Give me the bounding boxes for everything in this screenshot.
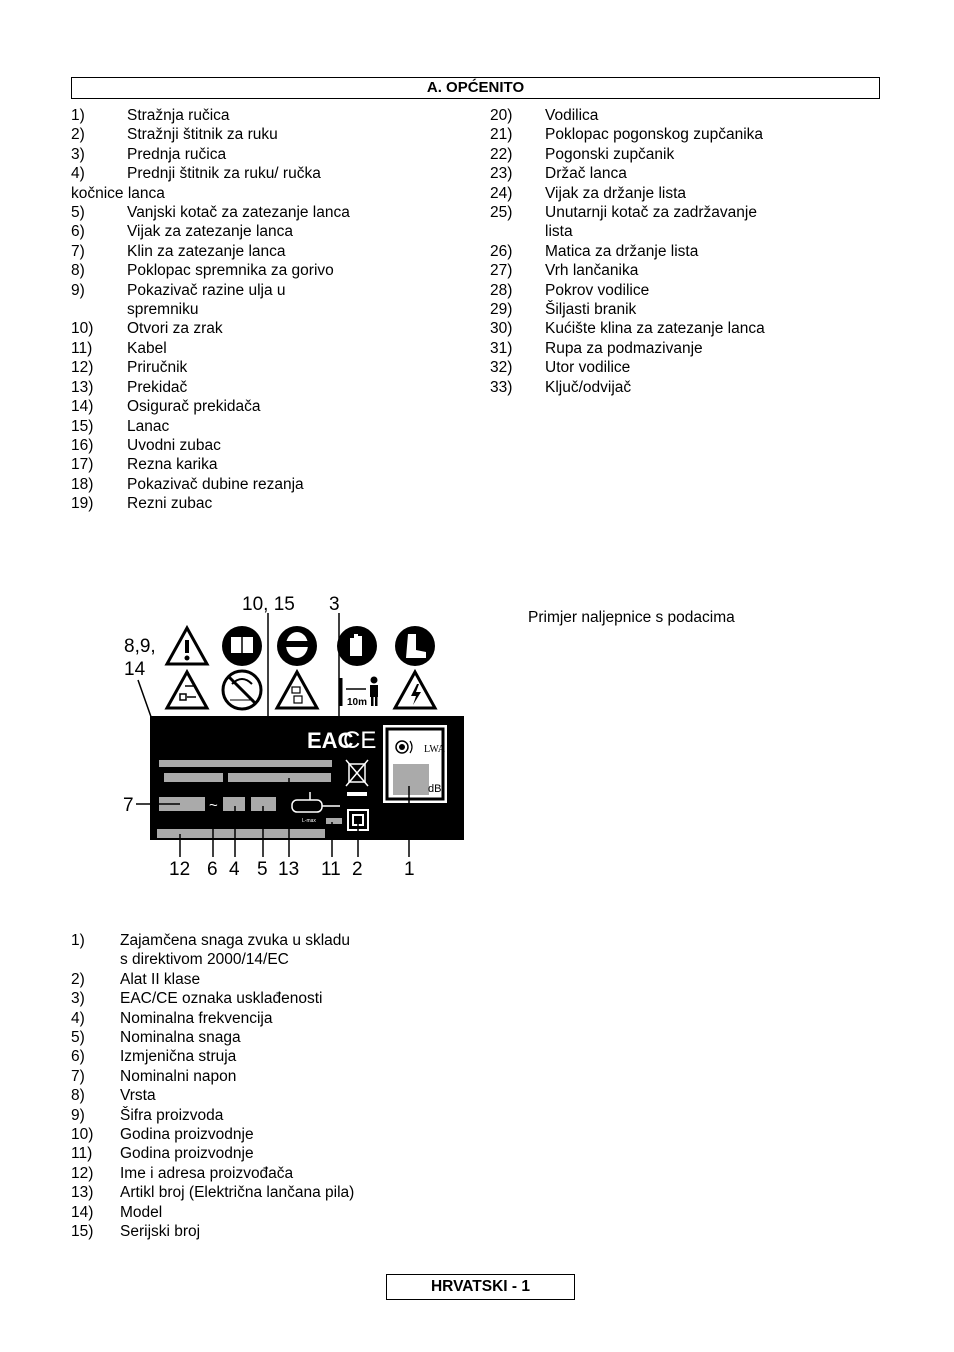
list-item-number: 11) (71, 339, 93, 357)
parts-list-right (490, 106, 870, 397)
list-item-text: Vijak za držanje lista (545, 184, 687, 202)
list-item (71, 417, 481, 436)
field-bar-manufacturer (157, 829, 325, 838)
field-bar-serial (159, 760, 332, 767)
list-item-text: Serijski broj (120, 1223, 201, 1241)
list-item-number: 18) (71, 475, 94, 493)
list-item-text: Vijak za zatezanje lanca (127, 223, 294, 241)
list-item-text: Model (120, 1203, 163, 1221)
callout-4: 4 (229, 859, 240, 880)
list-item-text: Vrh lančanika (545, 262, 639, 280)
list-item-number: 24) (490, 184, 513, 202)
list-item-text: Osigurač prekidača (127, 398, 261, 416)
list-item-number: 14) (71, 398, 94, 416)
list-item-text: Pogonski zupčanik (545, 145, 675, 163)
callout-6: 6 (207, 859, 218, 880)
list-item-number: 28) (490, 281, 513, 299)
list-item-number: 29) (490, 301, 513, 319)
rating-label-diagram (110, 585, 480, 885)
list-item (71, 970, 491, 989)
list-item (71, 1106, 491, 1125)
list-item-text: Poklopac pogonskog zupčanika (545, 126, 764, 144)
list-item-text: Uvodni zubac (127, 436, 221, 454)
list-item-number: 25) (490, 204, 513, 222)
list-item-text: Stražnja ručica (127, 107, 230, 124)
svg-text:CE: CE (343, 727, 377, 754)
list-item (490, 106, 870, 125)
list-item-number: 11) (71, 1145, 93, 1163)
list-item-number: 22) (490, 145, 513, 163)
list-item-number: 6) (71, 1048, 85, 1066)
list-item (71, 378, 481, 397)
list-item-continuation: lista (545, 223, 573, 241)
list-item-number: 6) (71, 223, 85, 241)
eye-ear-protection-icon (277, 626, 317, 666)
tilde-symbol: ~ (209, 797, 218, 814)
list-item (71, 106, 481, 125)
list-item-text: Utor vodilice (545, 359, 631, 377)
svg-text:EAC: EAC (307, 728, 354, 753)
list-item-text: Držač lanca (545, 165, 627, 183)
list-item-text: Priručnik (127, 359, 188, 377)
list-item (71, 261, 481, 280)
list-item-text: Vrsta (120, 1087, 156, 1105)
list-item-continuation: kočnice lanca (71, 184, 165, 202)
sound-power-box (382, 724, 448, 804)
list-item-text: Šiljasti branik (545, 301, 637, 319)
list-item-text: Zajamčena snaga zvuka u skladu (120, 932, 351, 949)
list-item-number: 8) (71, 262, 85, 280)
list-item-text: Nominalna frekvencija (120, 1009, 273, 1027)
list-item-number: 31) (490, 339, 513, 357)
list-item-text: Vanjski kotač za zatezanje lanca (127, 204, 350, 222)
list-item-text: Nominalna snaga (120, 1029, 241, 1047)
list-item-text: Šifra proizvoda (120, 1106, 224, 1124)
callout-14: 14 (124, 659, 146, 680)
svg-text:10m: 10m (347, 697, 368, 708)
list-item-number: 32) (490, 359, 513, 377)
list-item (490, 261, 870, 280)
callout-3: 3 (329, 594, 340, 615)
parts-list-left (71, 106, 481, 514)
list-item-text: Stražnji štitnik za ruku (127, 126, 278, 144)
read-manual-icon (222, 626, 262, 666)
list-item-number: 4) (71, 1009, 85, 1027)
list-item (71, 242, 481, 261)
list-item-number: 1) (71, 107, 85, 124)
list-item-text: Rezni zubac (127, 495, 213, 513)
list-item (490, 300, 870, 319)
list-item (490, 242, 870, 261)
list-item (71, 319, 481, 338)
list-item (71, 358, 481, 377)
list-item (71, 1222, 491, 1241)
list-item-number: 23) (490, 165, 513, 183)
list-item-text: Rezna karika (127, 456, 218, 474)
list-item (71, 475, 481, 494)
list-item (71, 1203, 491, 1222)
list-item-number: 27) (490, 262, 513, 280)
list-item (71, 222, 481, 241)
list-item-text: Poklopac spremnika za gorivo (127, 262, 334, 280)
list-item (71, 494, 481, 513)
list-item-number: 2) (71, 970, 85, 988)
callout-7: 7 (123, 795, 134, 816)
warning-triangle-icon (167, 628, 207, 664)
list-item (71, 203, 481, 222)
svg-text:LWA: LWA (424, 744, 445, 755)
list-item-text: Ključ/odvijač (545, 378, 632, 396)
list-item (71, 1164, 491, 1183)
list-item-number: 19) (71, 495, 94, 513)
list-item (490, 281, 870, 300)
field-bar-frequency (223, 797, 245, 811)
list-item (490, 339, 870, 358)
list-item-text: Prekidač (127, 378, 188, 396)
list-item (490, 203, 870, 242)
list-item (71, 455, 481, 474)
safety-boots-icon (395, 626, 435, 666)
list-item-number: 12) (71, 1164, 94, 1182)
list-item (71, 1009, 491, 1028)
list-item (490, 378, 870, 397)
list-item-text: Alat II klase (120, 970, 201, 988)
list-item (490, 358, 870, 377)
list-item (71, 1125, 491, 1144)
list-item-number: 30) (490, 320, 513, 338)
gloves-icon (337, 626, 377, 666)
list-item (71, 1028, 491, 1047)
list-item-number: 16) (71, 436, 94, 454)
ce-mark (343, 727, 376, 754)
list-item-number: 7) (71, 1067, 85, 1085)
label-items-list (71, 931, 491, 1242)
list-item-text: Prednja ručica (127, 145, 227, 163)
section-title: A. OPĆENITO (71, 77, 880, 99)
list-item (71, 931, 491, 970)
list-item-number: 7) (71, 242, 85, 260)
list-item-number: 3) (71, 990, 85, 1008)
list-item-number: 9) (71, 281, 85, 299)
list-item-text: EAC/CE oznaka usklađenosti (120, 990, 323, 1008)
callout-5: 5 (257, 859, 268, 880)
list-item (71, 164, 481, 203)
list-item-number: 5) (71, 204, 85, 222)
list-item-number: 13) (71, 378, 94, 396)
list-item-number: 21) (490, 126, 513, 144)
field-bar-type (164, 773, 223, 782)
callout-8-9: 8,9, (124, 636, 156, 657)
list-item (71, 989, 491, 1008)
list-item-text: Pokazivač razine ulja u (127, 281, 286, 299)
list-item-text: Artikl broj (Električna lančana pila) (120, 1184, 355, 1202)
callout-2: 2 (352, 859, 363, 880)
list-item-text: Godina proizvodnje (120, 1145, 254, 1163)
page-footer: HRVATSKI - 1 (386, 1274, 575, 1300)
falling-objects-warning-icon (277, 672, 317, 708)
list-item (71, 281, 481, 320)
list-item-text: Ime i adresa proizvođača (120, 1164, 294, 1182)
list-item (71, 1086, 491, 1105)
callout-13: 13 (278, 859, 300, 880)
list-item-text: Nominalni napon (120, 1067, 237, 1085)
callout-1: 1 (404, 859, 415, 880)
list-item-number: 1) (71, 932, 85, 949)
list-item-number: 10) (71, 1126, 94, 1144)
list-item-continuation: s direktivom 2000/14/EC (120, 951, 289, 969)
callout-11: 11 (321, 859, 341, 880)
list-item (71, 1047, 491, 1066)
list-item-number: 2) (71, 126, 85, 144)
list-item-text: Pokazivač dubine rezanja (127, 475, 304, 493)
electric-shock-warning-icon (395, 672, 435, 708)
svg-text:L-max: L-max (302, 818, 316, 824)
list-item-number: 26) (490, 242, 513, 260)
list-item-number: 20) (490, 107, 513, 124)
list-item-number: 17) (71, 456, 94, 474)
list-item (71, 125, 481, 144)
list-item-number: 8) (71, 1087, 85, 1105)
list-item-number: 5) (71, 1029, 85, 1047)
callout-12: 12 (169, 859, 191, 880)
field-bar-article (228, 773, 331, 782)
list-item (71, 1144, 491, 1163)
list-item-text: Kućište klina za zatezanje lanca (545, 320, 765, 338)
list-item (490, 164, 870, 183)
list-item-number: 33) (490, 378, 513, 396)
list-item (71, 145, 481, 164)
no-rain-icon (223, 671, 261, 709)
list-item-text: Izmjenična struja (120, 1048, 237, 1066)
list-item-text: Kabel (127, 339, 167, 357)
list-item-text: Otvori za zrak (127, 320, 223, 338)
list-item-number: 9) (71, 1106, 85, 1124)
list-item-number: 14) (71, 1203, 94, 1221)
list-item-continuation: spremniku (127, 301, 199, 319)
list-item (71, 397, 481, 416)
list-item-text: Prednji štitnik za ruku/ ručka (127, 165, 321, 183)
list-item-text: Vodilica (545, 107, 599, 124)
list-item (71, 1067, 491, 1086)
bystander-distance-icon (341, 677, 378, 709)
list-item-text: Godina proizvodnje (120, 1126, 254, 1144)
list-item (490, 184, 870, 203)
list-item (71, 339, 481, 358)
list-item (71, 1183, 491, 1202)
callout-10-15: 10, 15 (242, 594, 295, 615)
list-item (490, 125, 870, 144)
list-item-text: Unutarnji kotač za zadržavanje (545, 204, 757, 222)
list-item-number: 12) (71, 359, 94, 377)
list-item-number: 3) (71, 145, 85, 163)
list-item-number: 10) (71, 320, 94, 338)
list-item-text: Lanac (127, 417, 170, 435)
list-item-text: Pokrov vodilice (545, 281, 650, 299)
list-item-number: 15) (71, 1223, 94, 1241)
svg-text:dB: dB (428, 783, 442, 795)
list-item (490, 319, 870, 338)
label-caption: Primjer naljepnice s podacima (528, 609, 735, 626)
list-item-text: Matica za držanje lista (545, 242, 699, 260)
list-item (71, 436, 481, 455)
list-item-text: Klin za zatezanje lanca (127, 242, 286, 260)
unplug-warning-icon (167, 672, 207, 708)
list-item-number: 13) (71, 1184, 94, 1202)
list-item (490, 145, 870, 164)
list-item-number: 15) (71, 417, 94, 435)
list-item-number: 4) (71, 165, 85, 183)
list-item-text: Rupa za podmazivanje (545, 339, 703, 357)
